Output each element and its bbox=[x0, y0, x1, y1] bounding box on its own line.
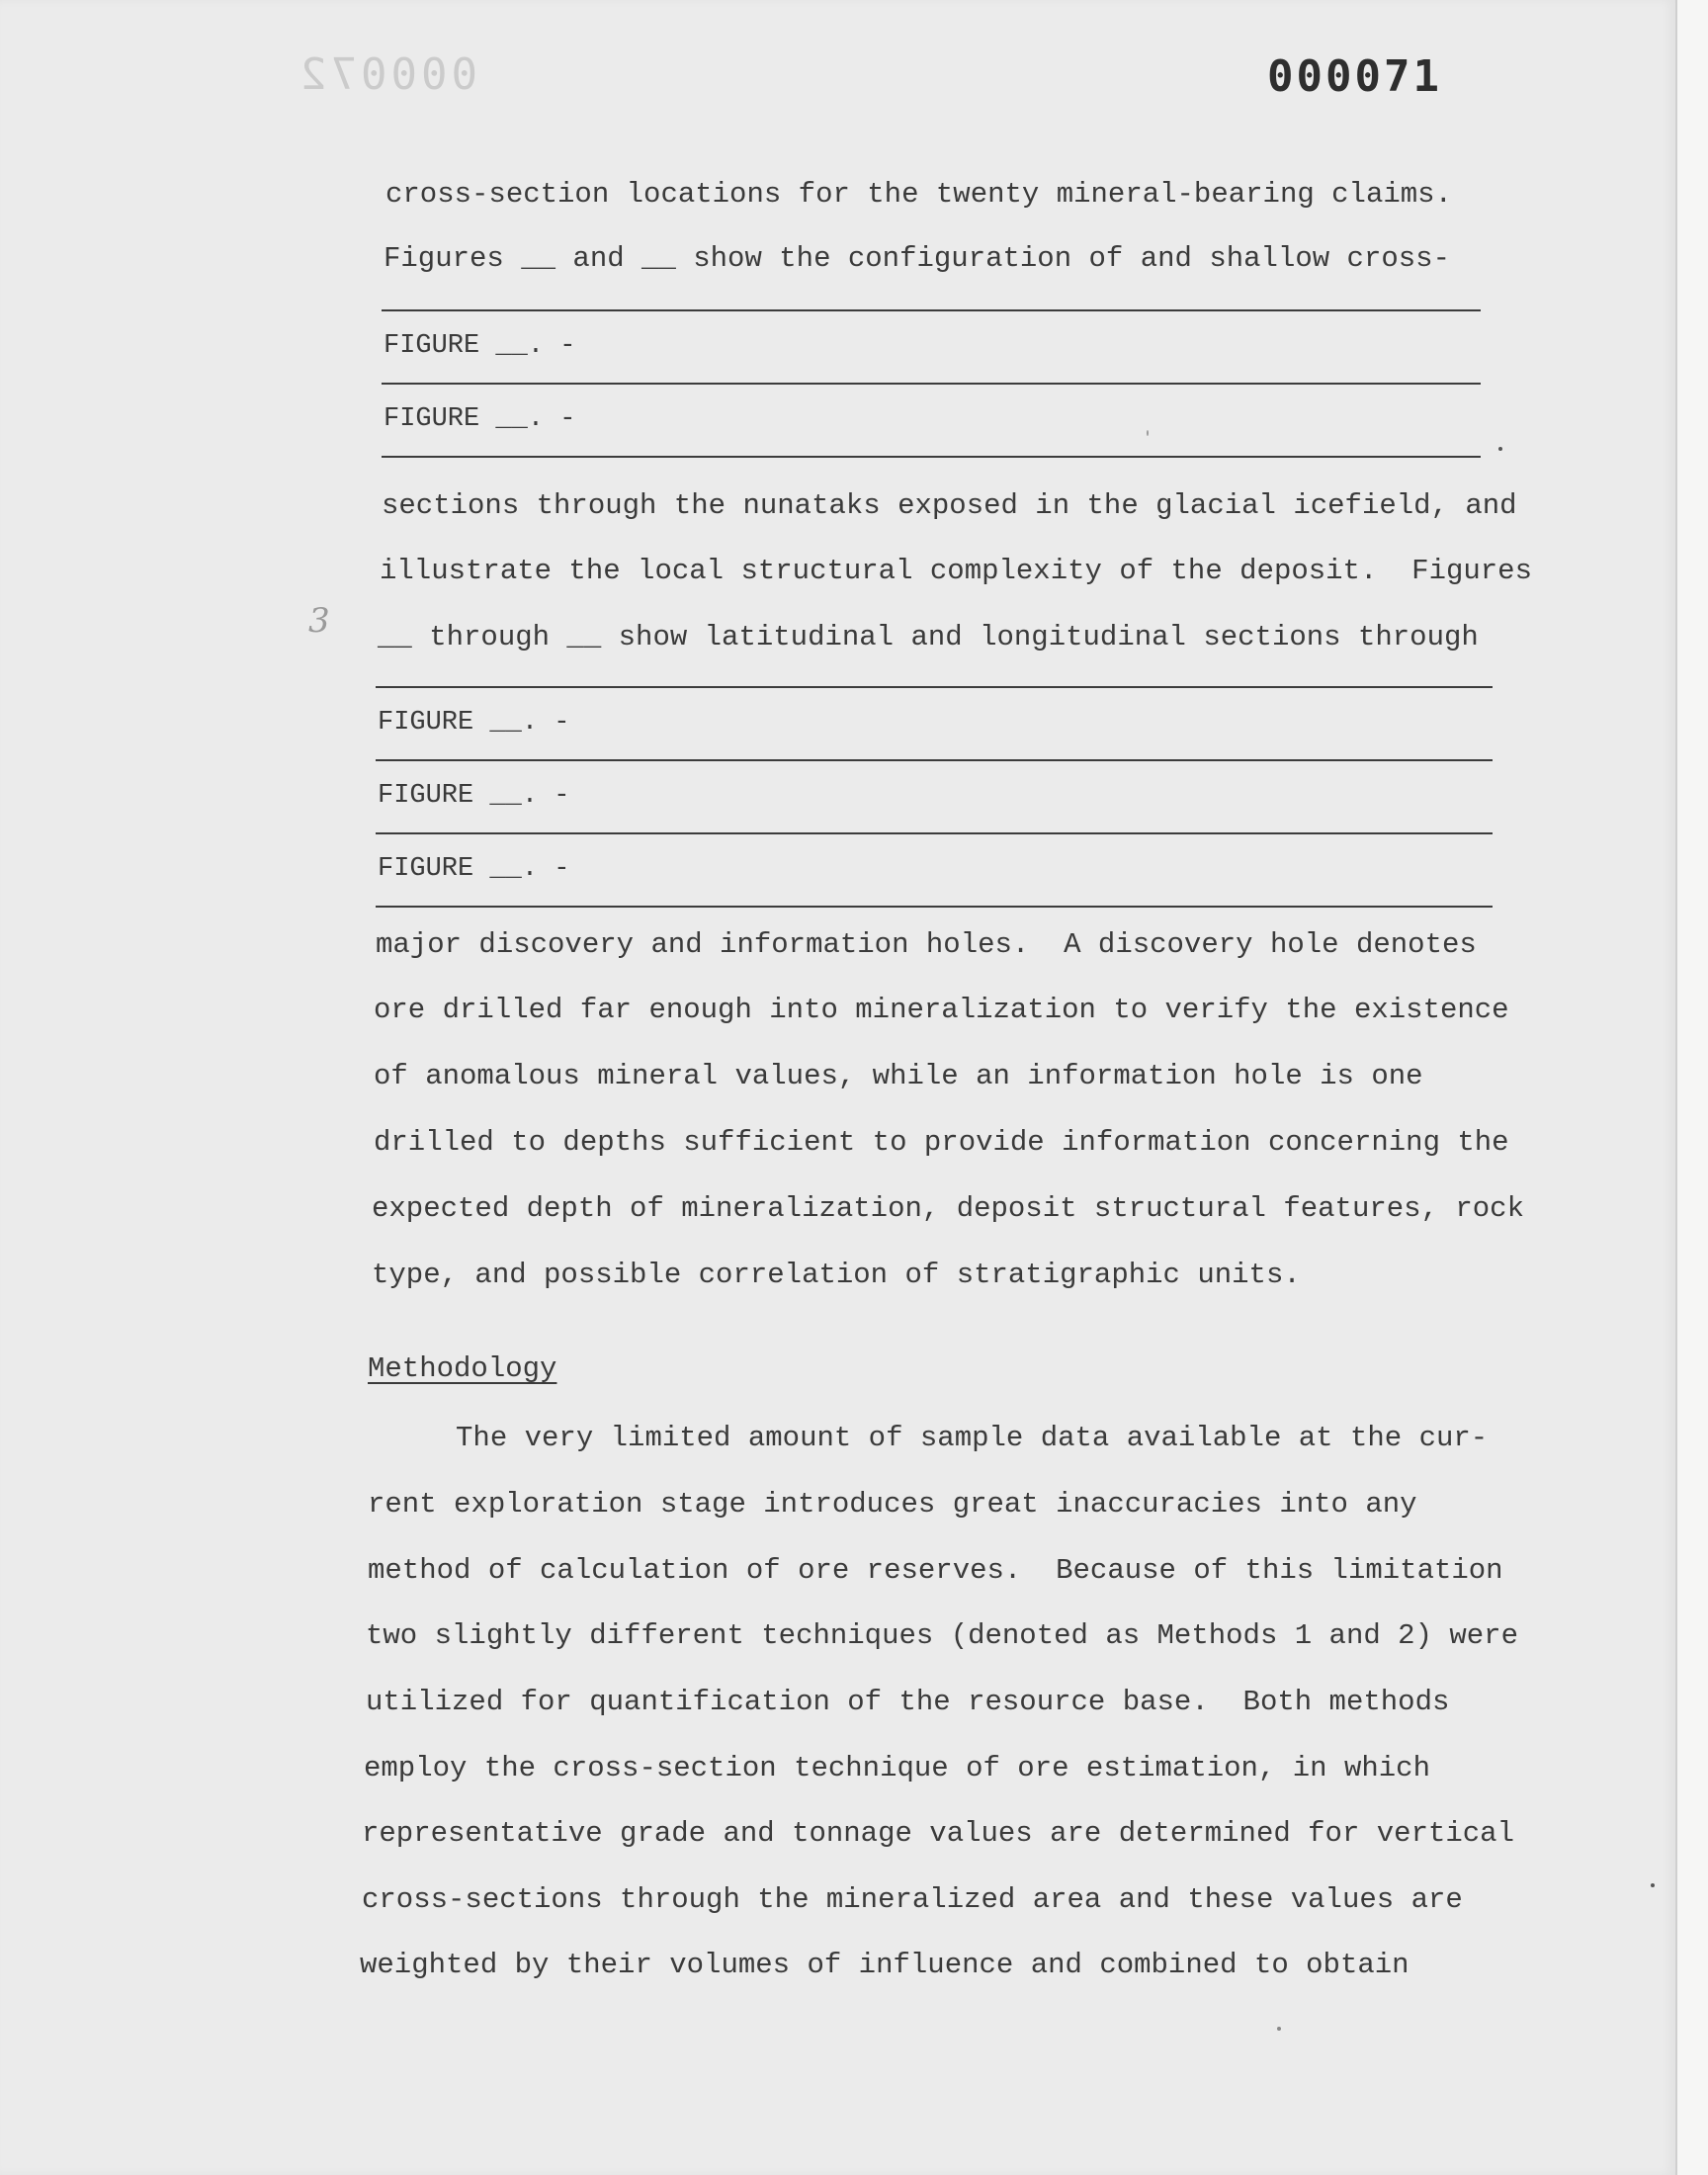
scan-speck bbox=[1277, 2027, 1281, 2031]
figure-caption-placeholder bbox=[382, 385, 1481, 458]
text-line: rent exploration stage introduces great inaccuracies into any bbox=[368, 1488, 1417, 1521]
text-line: employ the cross-section technique of ore estimation, in which bbox=[364, 1752, 1430, 1784]
section-heading: Methodology bbox=[368, 1352, 557, 1385]
text-line: sections through the nunataks exposed in the glacial icefield, and bbox=[382, 489, 1517, 522]
text-line: of anomalous mineral values, while an information hole is one bbox=[374, 1060, 1423, 1092]
bleed-through-page-number: 000072 bbox=[297, 49, 477, 100]
scan-speck bbox=[1651, 1883, 1655, 1887]
text-line: Figures __ and __ show the configuration of and shallow cross- bbox=[384, 242, 1450, 275]
text-line: drilled to depths sufficient to provide information concerning the bbox=[374, 1126, 1509, 1159]
text-line: illustrate the local structural complexity of the deposit. Figures bbox=[380, 555, 1532, 587]
text-line: cross-section locations for the twenty mineral-bearing claims. bbox=[385, 178, 1452, 211]
text-line: utilized for quantification of the resource base. Both methods bbox=[366, 1686, 1450, 1718]
page-number: 000071 bbox=[1267, 51, 1442, 102]
figure-caption-label: FIGURE __. - bbox=[378, 708, 570, 738]
text-line: weighted by their volumes of influence and combined to obtain bbox=[360, 1949, 1409, 1981]
figure-caption-label: FIGURE __. - bbox=[378, 854, 570, 884]
text-line: cross-sections through the mineralized area and these values are bbox=[362, 1883, 1463, 1916]
figure-caption-label: FIGURE __. - bbox=[384, 331, 576, 361]
margin-annotation: 3 bbox=[308, 601, 330, 641]
figure-caption-label: FIGURE __. - bbox=[384, 404, 576, 434]
text-line: The very limited amount of sample data available at the cur- bbox=[370, 1422, 1489, 1454]
text-line: two slightly different techniques (denoted as Methods 1 and 2) were bbox=[366, 1619, 1518, 1652]
scan-speck bbox=[1147, 430, 1149, 436]
figure-caption-placeholder bbox=[376, 761, 1493, 834]
figure-caption-placeholder bbox=[376, 834, 1493, 908]
figure-caption-placeholder bbox=[382, 311, 1481, 385]
text-line: method of calculation of ore reserves. Because of this limitation bbox=[368, 1554, 1503, 1587]
text-line: type, and possible correlation of stratigraphic units. bbox=[372, 1259, 1301, 1291]
text-line: __ through __ show latitudinal and longitudinal sections through bbox=[378, 621, 1479, 653]
figure-caption-label: FIGURE __. - bbox=[378, 781, 570, 811]
text-line: major discovery and information holes. A discovery hole denotes bbox=[376, 928, 1477, 961]
scan-speck bbox=[1498, 447, 1502, 451]
text-line: ore drilled far enough into mineralization to verify the existence bbox=[374, 994, 1509, 1026]
text-line: expected depth of mineralization, deposit structural features, rock bbox=[372, 1192, 1524, 1225]
figure-caption-placeholder bbox=[376, 688, 1493, 761]
text-line: representative grade and tonnage values are determined for vertical bbox=[362, 1817, 1514, 1850]
